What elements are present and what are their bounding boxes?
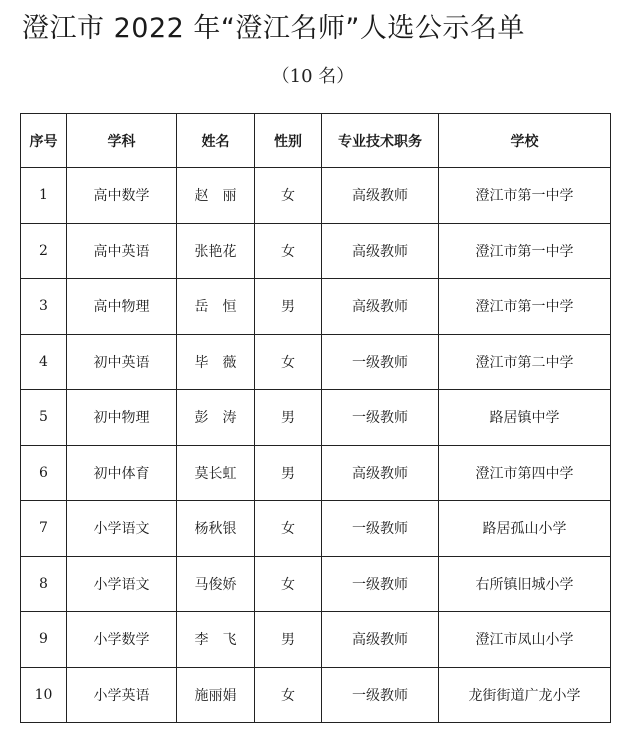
cell-gender: 男 — [255, 279, 322, 335]
cell-gender: 女 — [255, 168, 322, 224]
table-row — [21, 556, 611, 612]
cell-title: 高级教师 — [322, 223, 439, 279]
table-row — [21, 445, 611, 501]
cell-subject: 初中英语 — [67, 334, 177, 390]
cell-index: 2 — [21, 223, 67, 279]
cell-subject: 高中数学 — [67, 168, 177, 224]
table-row — [21, 667, 611, 723]
cell-gender: 女 — [255, 556, 322, 612]
candidate-count: （10 名） — [271, 66, 355, 87]
cell-gender: 男 — [255, 612, 322, 668]
cell-name: 李 飞 — [177, 612, 255, 668]
cell-index: 9 — [21, 612, 67, 668]
cell-title: 一级教师 — [322, 501, 439, 557]
cell-title: 高级教师 — [322, 445, 439, 501]
table-row — [21, 279, 611, 335]
cell-title: 一级教师 — [322, 667, 439, 723]
cell-subject: 小学语文 — [67, 556, 177, 612]
table-row — [21, 334, 611, 390]
cell-name: 毕 薇 — [177, 334, 255, 390]
cell-school: 右所镇旧城小学 — [439, 556, 611, 612]
cell-subject: 小学语文 — [67, 501, 177, 557]
cell-name: 莫长虹 — [177, 445, 255, 501]
cell-gender: 女 — [255, 334, 322, 390]
cell-school: 澄江市第一中学 — [439, 223, 611, 279]
header-school: 学校 — [439, 114, 611, 168]
cell-title: 高级教师 — [322, 612, 439, 668]
cell-gender: 男 — [255, 390, 322, 446]
table-row — [21, 223, 611, 279]
cell-index: 10 — [21, 667, 67, 723]
cell-title: 一级教师 — [322, 390, 439, 446]
cell-subject: 小学英语 — [67, 667, 177, 723]
header-title: 专业技术职务 — [322, 114, 439, 168]
cell-name: 赵 丽 — [177, 168, 255, 224]
cell-name: 岳 恒 — [177, 279, 255, 335]
header-gender: 性别 — [255, 114, 322, 168]
cell-school: 澄江市凤山小学 — [439, 612, 611, 668]
cell-gender: 女 — [255, 223, 322, 279]
cell-name: 张艳花 — [177, 223, 255, 279]
cell-school: 澄江市第二中学 — [439, 334, 611, 390]
cell-subject: 初中体育 — [67, 445, 177, 501]
cell-school: 澄江市第一中学 — [439, 279, 611, 335]
cell-index: 1 — [21, 168, 67, 224]
cell-index: 3 — [21, 279, 67, 335]
cell-title: 高级教师 — [322, 168, 439, 224]
cell-gender: 男 — [255, 445, 322, 501]
cell-school: 澄江市第一中学 — [439, 168, 611, 224]
cell-school: 澄江市第四中学 — [439, 445, 611, 501]
cell-name: 马俊娇 — [177, 556, 255, 612]
cell-title: 高级教师 — [322, 279, 439, 335]
cell-school: 路居镇中学 — [439, 390, 611, 446]
cell-school: 路居孤山小学 — [439, 501, 611, 557]
table-row — [21, 612, 611, 668]
table-row — [21, 390, 611, 446]
cell-title: 一级教师 — [322, 556, 439, 612]
cell-subject: 高中英语 — [67, 223, 177, 279]
header-subject: 学科 — [67, 114, 177, 168]
cell-index: 5 — [21, 390, 67, 446]
cell-index: 4 — [21, 334, 67, 390]
header-index: 序号 — [21, 114, 67, 168]
cell-index: 8 — [21, 556, 67, 612]
cell-gender: 女 — [255, 501, 322, 557]
cell-name: 杨秋银 — [177, 501, 255, 557]
header-name: 姓名 — [177, 114, 255, 168]
cell-school: 龙街街道广龙小学 — [439, 667, 611, 723]
cell-title: 一级教师 — [322, 334, 439, 390]
table-header-row — [21, 114, 611, 168]
cell-subject: 初中物理 — [67, 390, 177, 446]
cell-index: 7 — [21, 501, 67, 557]
document-title: 澄江市 2022 年“澄江名师”人选公示名单 — [22, 13, 525, 44]
table-row — [21, 501, 611, 557]
table-row — [21, 168, 611, 224]
cell-name: 彭 涛 — [177, 390, 255, 446]
cell-name: 施丽娟 — [177, 667, 255, 723]
cell-index: 6 — [21, 445, 67, 501]
cell-subject: 小学数学 — [67, 612, 177, 668]
cell-gender: 女 — [255, 667, 322, 723]
candidate-table — [20, 113, 611, 723]
cell-subject: 高中物理 — [67, 279, 177, 335]
